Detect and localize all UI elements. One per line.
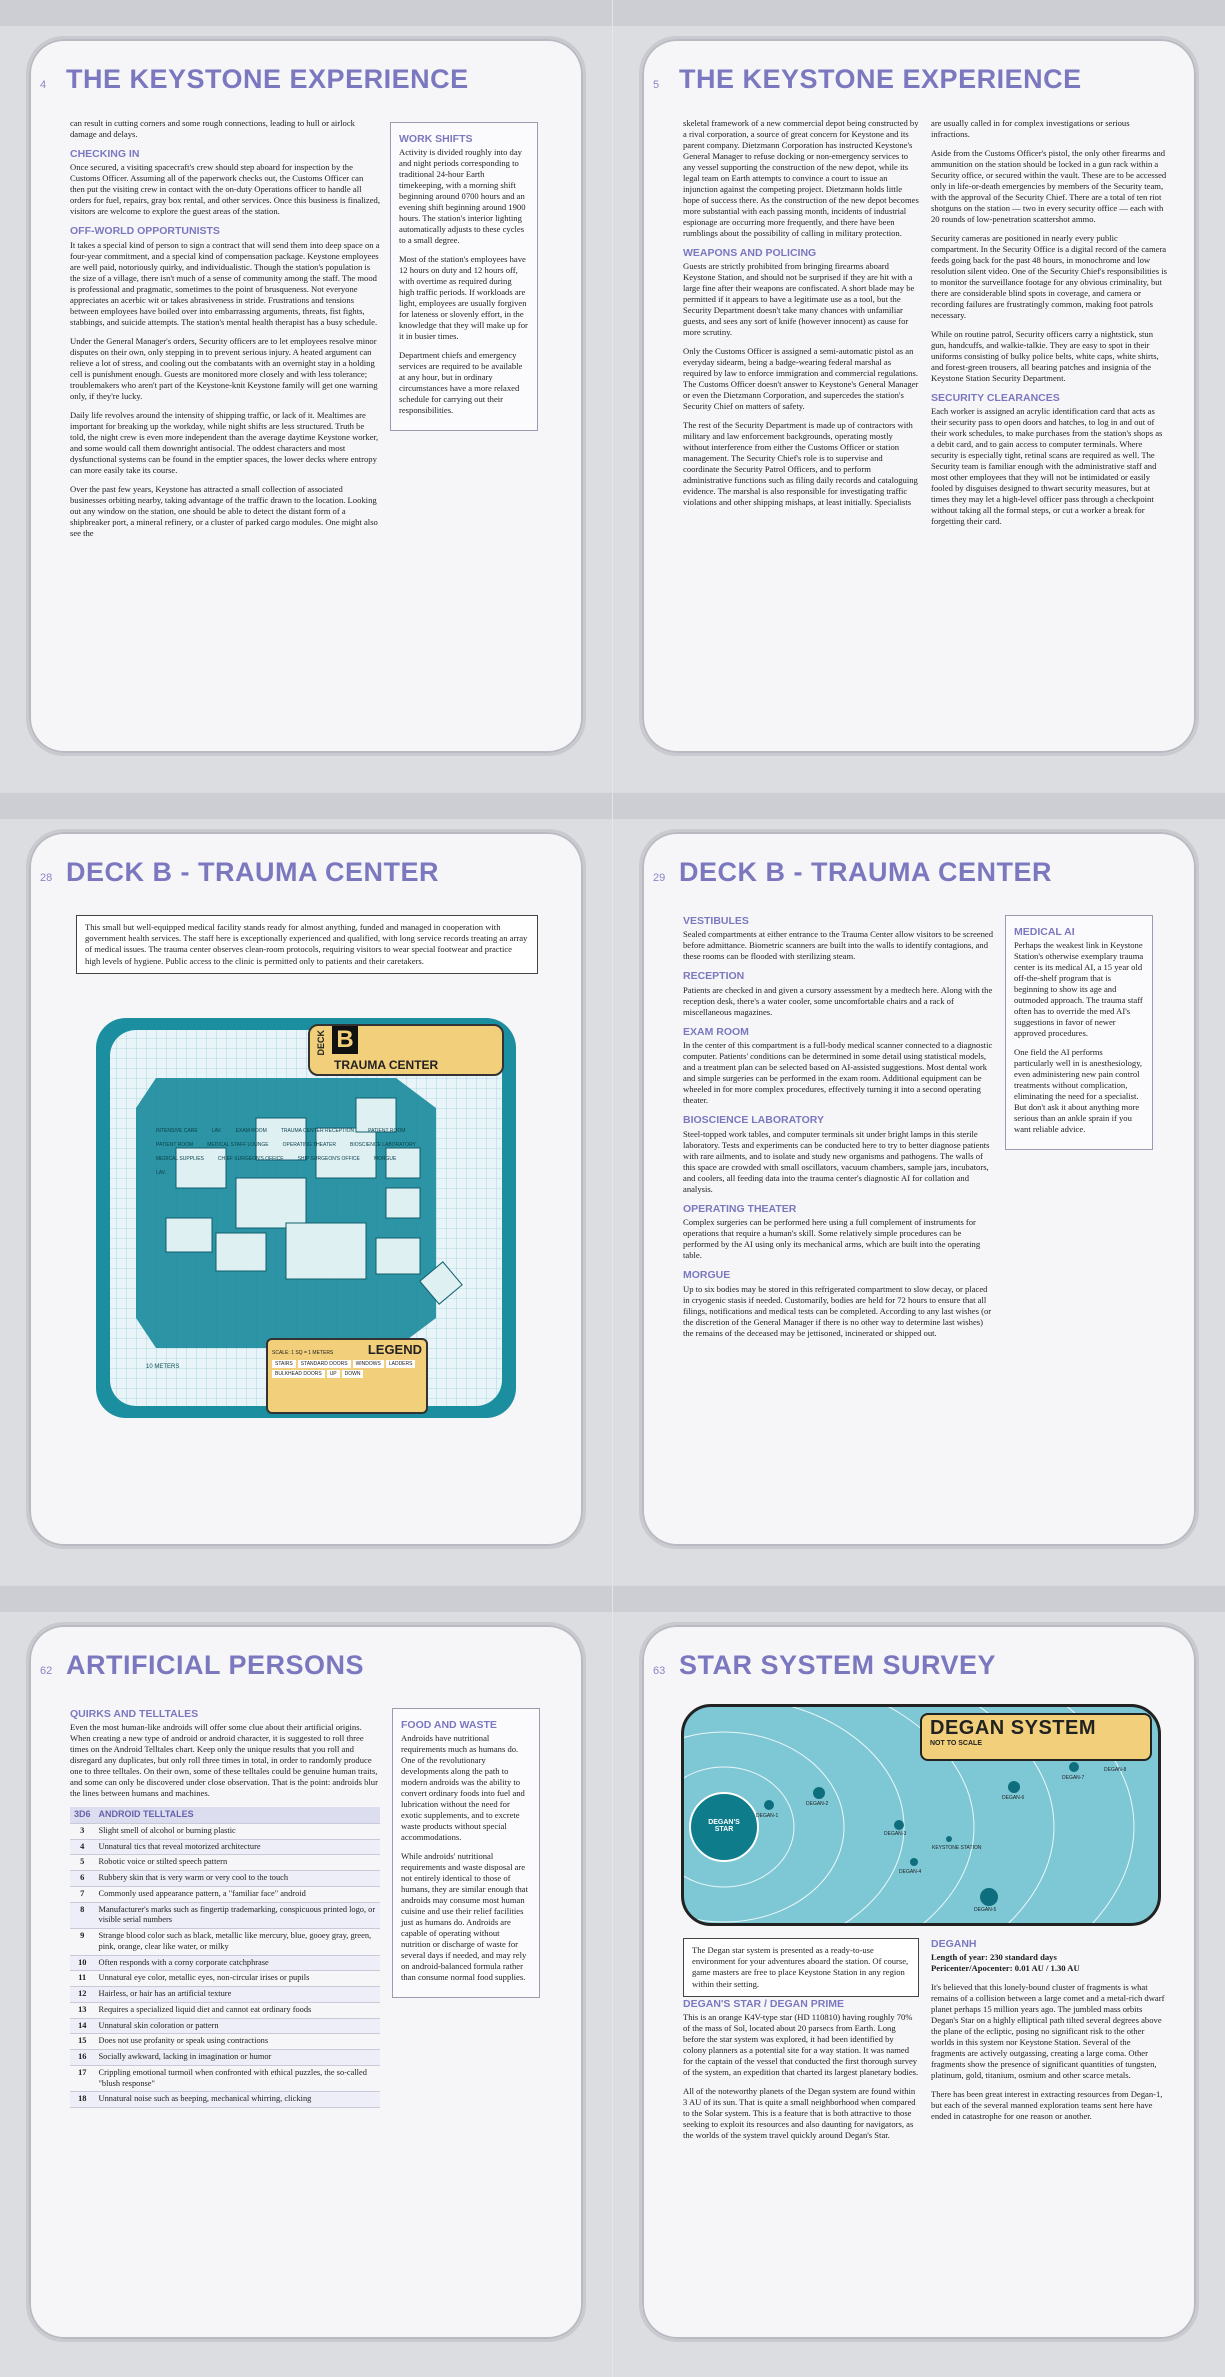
telltale-text: Slight smell of alcohol or burning plastic: [95, 1823, 380, 1839]
page-top-band: [613, 0, 1225, 26]
page-62: [0, 1586, 612, 2377]
main-column-right: [931, 118, 1167, 535]
telltale-text: Socially awkward, lacking in imagination or humor: [95, 2050, 380, 2066]
roll-value: 16: [70, 2050, 95, 2066]
paragraph: can result in cutting corners and some rough connections, leading to hull or airlock damage and delays.: [70, 118, 355, 139]
table-row: [70, 1839, 380, 1855]
roll-value: 9: [70, 1929, 95, 1956]
section-heading: DEGAN'S STAR / DEGAN PRIME: [683, 1998, 844, 2010]
roll-value: 15: [70, 2034, 95, 2050]
room-label: BIOSCIENCE LABORATORY: [349, 1142, 416, 1148]
section-heading: WEAPONS AND POLICING: [683, 247, 817, 259]
intro-box: This small but well-equipped medical facility stands ready for almost anything, funded and managed in cooperation with government health services. The staff here is exceptionally experienced and qualified, with long service records treating an array of medical issues. The trauma center observes clean-room protocols, requiring visitors to wear special footwear and practice high levels of hygiene. Public access to the clinic is permitted only to patients and their caretakers.: [76, 915, 538, 974]
page-title: THE KEYSTONE EXPERIENCE: [66, 64, 469, 94]
trauma-center-map: [96, 1018, 516, 1418]
planet-label: DEGAN-7: [1062, 1775, 1085, 1781]
sidebar-paragraph: Department chiefs and emergency services are required to be available at any hour, but in ordinary circumstances have a more relaxed schedule for carrying out their responsibilities.: [399, 350, 523, 416]
paragraph: While on routine patrol, Security officers carry a nightstick, stun gun, handcuffs, and walkie-talkie. They are easy to spot in their uniforms consisting of bulky police belts, white caps, white shirts, and forest-green trousers, all bearing patches and insignia of the Keystone Station Security Department.: [931, 329, 1159, 383]
main-column-right: [931, 1934, 1167, 2130]
legend-item: BULKHEAD DOORS: [272, 1370, 325, 1378]
sidebar-title: MEDICAL AI: [1014, 926, 1075, 938]
spread-keystone-experience: [0, 0, 1225, 792]
main-column-left: [683, 1994, 919, 2149]
telltale-text: Crippling emotional turmoil when confronted with ethical puzzles, the so-called "blush response": [95, 2065, 380, 2092]
legend-items: [272, 1360, 422, 1378]
sidebar-paragraph: Activity is divided roughly into day and night periods corresponding to traditional 24-hour Earth timekeeping, with a morning shift beginning around 0700 hours and an evening shift beginning around 1900 hours. The station's interior lighting automatically adjusts to these cycles to a small degree.: [399, 147, 526, 246]
page-header: [40, 64, 469, 95]
room-label: CHIEF SURGEON'S OFFICE: [217, 1156, 284, 1162]
deck-label: DECK: [316, 1030, 326, 1056]
legend-item: LADDERS: [386, 1360, 416, 1368]
table-header-title: ANDROID TELLTALES: [95, 1807, 380, 1823]
page-header: [653, 1650, 996, 1681]
page-top-band: [0, 0, 612, 26]
room-label: MEDICAL STAFF LOUNGE: [207, 1142, 269, 1148]
room-label: PATIENT ROOM: [368, 1128, 406, 1134]
main-column-left: [683, 118, 919, 516]
scale-note: SCALE: 1 SQ = 1 METERS: [272, 1350, 334, 1356]
telltale-text: Robotic voice or stilted speech pattern: [95, 1855, 380, 1871]
roll-value: 14: [70, 2018, 95, 2034]
sidebar-title: WORK SHIFTS: [399, 133, 473, 145]
room-label: LAV.: [211, 1128, 222, 1134]
main-column: [70, 1704, 380, 2108]
table-row: [70, 2018, 380, 2034]
paragraph: Daily life revolves around the intensity of shipping traffic, or lack of it. Mealtimes are important for breaking up the workday, while night shifts are less structured. Truth be told, the night crew is even more independent than the average daytime Keystone worker, and some would call them downright antisocial. The oddest characters and most dysfunctional systems can be found in the emptier spaces, the lower decks where entropy can more easily take its course.: [70, 409, 379, 475]
section-heading: SECURITY CLEARANCES: [931, 392, 1060, 404]
paragraph: Each worker is assigned an acrylic identification card that acts as their security pass to open doors and hatches, to log in and out of their work schedules, to make purchases from the station's shops as a debit card, and to gain access to computer terminals. Where security is especially tight, retinal scans are required as well. The Security team is familiar enough with the administrative staff and most other employees that they will not be intimidated or easily fooled by disguises designed to thwart security measures, but at times they may let a high-level officer pass through a checkpoint without taking all the formal steps, or cut a worker a break for forgetting their card.: [931, 406, 1163, 527]
paragraph: It's believed that this lonely-bound cluster of fragments is what remains of a collision between a large comet and a metal-rich dwarf planet perhaps 15 million years ago. The jumbled mass orbits Degan's Star on a highly elliptical path tilted several degrees above the plane of the ecliptic, posing no significant risk to the other worlds in this system nor Keystone Station. Several of the fragments are actively outgassing, creating a large coma. Other fragments show the presence of significant quantities of tungsten, platinum, gold, titanium, osmium and other scarce metals.: [931, 1982, 1165, 2081]
roll-value: 17: [70, 2065, 95, 2092]
room-label: PATIENT ROOM: [156, 1142, 194, 1148]
roll-value: 6: [70, 1871, 95, 1887]
room-label: SHIP SURGEON'S OFFICE: [297, 1156, 360, 1162]
page-number: 5: [653, 79, 660, 91]
spread-trauma-center: [0, 793, 1225, 1585]
section-heading: BIOSCIENCE LABORATORY: [683, 1114, 824, 1127]
page-title: DECK B - TRAUMA CENTER: [66, 857, 439, 887]
degan-system-map: [681, 1704, 1161, 1926]
section-heading: CHECKING IN: [70, 148, 140, 160]
page-header: [40, 857, 439, 888]
table-row: [70, 1987, 380, 2003]
page-29: [613, 793, 1225, 1585]
paragraph: There has been great interest in extracting resources from Degan-1, but each of the several manned exploration teams sent here have ended in catastrophe for one reason or another.: [931, 2089, 1163, 2122]
paragraph: Under the General Manager's orders, Security officers are to let employees resolve minor disputes on their own, only stepping in to prevent serious injury. A heated argument can relieve a lot of stress, and cooling out the combatants with an overnight stay in a holding cell is punishment enough. Guests are monitored more closely and with less tolerance; troublemakers who aren't part of the Keystone-knit Keystone family will get one warning only, if they're lucky.: [70, 335, 378, 401]
paragraph: Complex surgeries can be performed here using a full complement of instruments for operations that require a human's skill. Some relatively simple procedures can be performed by the AI using only its mechanical arms, which are built into the operating table.: [683, 1217, 981, 1261]
table-header-row: [70, 1807, 380, 1823]
legend-item: STAIRS: [272, 1360, 296, 1368]
paragraph: All of the noteworthy planets of the Degan system are found within 3 AU of its sun. That is quite a small neighborhood when compared to the Solar system. This is a feature that is both attractive to those seeking to exploit its resources and also daunting for navigators, as the worlds of the system travel quickly around Degan's Star.: [683, 2086, 916, 2141]
roll-value: 10: [70, 1955, 95, 1971]
page-header: [40, 1650, 364, 1681]
roll-value: 5: [70, 1855, 95, 1871]
sidebar-medical-ai: [1005, 915, 1153, 1150]
map-name: DEGAN SYSTEM: [930, 1717, 1097, 1739]
stat-pericenter: Pericenter/Apocenter: 0.01 AU / 1.30 AU: [931, 1963, 1080, 1974]
roll-value: 3: [70, 1823, 95, 1839]
telltale-text: Commonly used appearance pattern, a "familiar face" android: [95, 1886, 380, 1902]
sidebar-food-waste: [392, 1708, 540, 1998]
sidebar-paragraph: Androids have nutritional requirements much as humans do. One of the revolutionary developments along the path to modern androids was the ability to convert ordinary foods into fuel and lubrication without the need for exotic supplements, and to excrete waste products without special accommodations.: [401, 1733, 525, 1843]
map-subtitle: NOT TO SCALE: [930, 1740, 982, 1747]
room-label: INTENSIVE CARE: [156, 1128, 198, 1134]
telltale-text: Does not use profanity or speak using contractions: [95, 2034, 380, 2050]
table-row: [70, 1886, 380, 1902]
sidebar-paragraph: Most of the station's employees have 12 hours on duty and 12 hours off, with overtime as required during high traffic periods. If workloads are light, employees are usually forgiven for lateness or slovenly effort, in the knowledge that they will make up for it in busier times.: [399, 254, 528, 342]
table-row: [70, 1902, 380, 1929]
map-legend: [266, 1338, 428, 1414]
page-top-band: [613, 793, 1225, 819]
section-heading: OPERATING THEATER: [683, 1202, 797, 1215]
legend-item: STANDARD DOORS: [298, 1360, 351, 1368]
sidebar-work-shifts: [390, 122, 538, 431]
section-heading: DEGANH: [931, 1938, 977, 1950]
main-column: [70, 118, 380, 547]
page-63: [613, 1586, 1225, 2377]
table-header-roll: 3D6: [70, 1807, 95, 1823]
paragraph: Security cameras are positioned in nearly every public compartment. In the Security Office is a digital record of the camera feeds going back for the past 48 hours, in monochrome and low resolution silent video. One of the Security Chief's responsibilities is to monitor the surveillance footage for any obvious criminality, but there are considerable blind spots in coverage, and camera or recording failures are frustratingly common, making foot patrols necessary.: [931, 233, 1167, 320]
paragraph: Sealed compartments at either entrance to the Trauma Center allow visitors to be screened before admittance. Biometric scanners are built into the walls to identify contagions, and these rooms can be flooded with sterilizing steam.: [683, 929, 993, 962]
section-heading: MORGUE: [683, 1269, 731, 1282]
paragraph: It takes a special kind of person to sign a contract that will send them into deep space on a four-year commitment, and a special kind of compensation package. Keystone employees are well paid, notoriously quirky, and individualistic. Though the station's population is the size of a village, there isn't much of a sense of community among the staff. The mood is professional and pragmatic, sometimes to the point of brusqueness. Not everyone appreciates an acerbic wit or takes abrasiveness in stride. Frustrations and tensions between employees have boiled over into embarrassing arguments, threats, fist fights, stabbings, and suicide attempts. The station's mental health therapist has a busy schedule.: [70, 239, 380, 327]
table-row: [70, 1871, 380, 1887]
android-telltales-table: [70, 1807, 380, 2108]
roll-value: 4: [70, 1839, 95, 1855]
table-row: [70, 1929, 380, 1956]
room-labels: [156, 1128, 416, 1176]
page-title: STAR SYSTEM SURVEY: [679, 1650, 997, 1680]
planet-label: DEGAN-8: [1104, 1767, 1127, 1773]
roll-value: 18: [70, 2092, 95, 2108]
page-top-band: [0, 793, 612, 819]
spread-androids-star-system: [0, 1586, 1225, 2377]
roll-value: 13: [70, 2002, 95, 2018]
planet-label: DEGAN-3: [884, 1831, 907, 1837]
section-heading: RECEPTION: [683, 970, 745, 983]
stat-year: Length of year: 230 standard days: [931, 1952, 1057, 1963]
page-header: [653, 64, 1082, 95]
roll-value: 11: [70, 1971, 95, 1987]
sidebar-paragraph: Perhaps the weakest link in Keystone Station's otherwise exemplary trauma center is its medical AI, a 15 year old off-the-shelf program that is beginning to show its age and outmoded approach. The trauma staff often has to override the med AI's suggestions in favor of newer approved procedures.: [1014, 940, 1144, 1039]
page-number: 63: [653, 1665, 666, 1677]
paragraph: Over the past few years, Keystone has attracted a small collection of associated businesses orbiting nearby, taking advantage of the traffic drawn to the location. Looking out any window on the station, one should be able to detect the distant form of a shipbreaker port, a mineral refinery, or a cluster of parked cargo modules. One might also see the: [70, 483, 378, 538]
sidebar-title: FOOD AND WASTE: [401, 1719, 497, 1731]
planet-label: DEGAN-5: [974, 1907, 997, 1913]
room-label: LAV.: [156, 1170, 167, 1176]
map-title-card: [920, 1713, 1152, 1761]
table-row: [70, 1971, 380, 1987]
sidebar-paragraph: While androids' nutritional requirements and waste disposal are not entirely identical to those of humans, they are similar enough that androids may consume most human cuisine and use their relief facilities just as humans do. Androids are capable of operating without nutrition or discharge of waste for several days if needed, and may rely on android-balanced formula rather than consume normal food supplies.: [401, 1851, 528, 1983]
room-label: TRAUMA CENTER RECEPTION: [280, 1128, 355, 1134]
table-row: [70, 2034, 380, 2050]
paragraph: Aside from the Customs Officer's pistol, the only other firearms and ammunition on the station should be locked in a gun rack within a Security office, or secured within the vault. These are to be accessed only in life-or-death emergencies by members of the Security team, with the approval of the Security Chief. There are a total of ten riot shotguns on the station — two in every security office — each with 20 rounds of low-penetration scattershot ammo.: [931, 148, 1167, 224]
table-row: [70, 2002, 380, 2018]
paragraph: Even the most human-like androids will offer some clue about their artificial origins. When creating a new type of android or android character, it is suggested to roll three times on the Android Telltales chart. Keep only the unique results that you roll and disregard any duplicates, but only roll three times in total, in order to randomly produce one to three telltales. On their own, some of these telltales could be genuine human traits, and some can only be discovered under close observation. That is the point: androids blur the lines between humans and machines.: [70, 1722, 378, 1799]
telltale-text: Unnatural tics that reveal motorized architecture: [95, 1839, 380, 1855]
star-label: DEGAN'S STAR: [708, 1819, 740, 1833]
table-row: [70, 2065, 380, 2092]
sidebar-paragraph: One field the AI performs particularly well in is anesthesiology, even administering new pain control treatments without complication, eliminating the need for a specialist. But don't ask it about anything more serious than an ankle sprain if you want reliable advice.: [1014, 1047, 1143, 1135]
planet-label: DEGAN-6: [1002, 1795, 1025, 1801]
planet-label: DEGAN-4: [899, 1869, 922, 1875]
table-row: [70, 2092, 380, 2108]
page-4: [0, 0, 612, 792]
table-row: [70, 2050, 380, 2066]
telltale-text: Unnatural skin coloration or pattern: [95, 2018, 380, 2034]
roll-value: 7: [70, 1886, 95, 1902]
page-title: ARTIFICIAL PERSONS: [66, 1650, 365, 1680]
telltale-text: Requires a specialized liquid diet and cannot eat ordinary foods: [95, 2002, 380, 2018]
page-header: [653, 857, 1052, 888]
paragraph: Only the Customs Officer is assigned a semi-automatic pistol as an everyday sidearm, being a badge-wearing federal marshal as required by law to enforce immigration and commercial regulations. The Customs Officer doesn't answer to Keystone's General Manager or even the Dietzmann Corporation, and supercedes the station's Security Chief on matters of safety.: [683, 346, 919, 412]
map-title-card: [308, 1024, 504, 1076]
section-heading: EXAM ROOM: [683, 1025, 749, 1038]
telltale-text: Rubbery skin that is very warm or very cool to the touch: [95, 1871, 380, 1887]
paragraph: Once secured, a visiting spacecraft's crew should step aboard for inspection by the Customs Officer. Assuming all of the paperwork checks out, the Customs Officer can then put the visiting crew in contact with the on-duty Operations officer to handle all orders for fuel, repairs, gray box rental, and other services. Once this business is finalized, visitors are welcome to explore the guest areas of the station.: [70, 162, 380, 217]
page-5: [613, 0, 1225, 792]
paragraph: Steel-topped work tables, and computer terminals sit under bright lamps in this sterile laboratory. Tests and experiments can be conducted here to try to better diagnose patients with rare ailments, and to isolate and study new organisms and pathogens. The walls of this space are crowded with small oscillators, vacuum chambers, sample jars, incubators, and coolers, all feeding data into the trauma center's diagnostic AI for collation and analysis.: [683, 1128, 990, 1194]
station-label: KEYSTONE STATION: [932, 1845, 982, 1851]
telltale-text: Unnatural eye color, metallic eyes, non-circular irises or pupils: [95, 1971, 380, 1987]
paragraph: Up to six bodies may be stored in this refrigerated compartment to slow decay, or placed in cryogenic stasis if needed. Customarily, bodies are held for 72 hours to ensure that all filings, notifications and medical tests can be completed. According to any last wishes (or the discretion of the General Manager if there is no other way to determine last wishes) the remains of the deceased may be jettisoned, incinerated or shipped out.: [683, 1283, 992, 1338]
section-heading: VESTIBULES: [683, 915, 749, 927]
table-row: [70, 1823, 380, 1839]
page-top-band: [613, 1586, 1225, 1612]
page-number: 28: [40, 872, 53, 884]
room-label: EXAM ROOM: [235, 1128, 267, 1134]
legend-title: LEGEND: [367, 1342, 422, 1357]
table-row: [70, 1955, 380, 1971]
paragraph: are usually called in for complex investigations or serious infractions.: [931, 118, 1130, 139]
planet-label: DEGAN-2: [806, 1801, 829, 1807]
map-name: TRAUMA CENTER: [334, 1058, 439, 1072]
legend-item: WINDOWS: [353, 1360, 384, 1368]
paragraph: skeletal framework of a new commercial depot being constructed by a rival corporation, a source of great concern for Keystone and its parent company. Dietzmann Corporation has instructed Keystone's General Manager to refuse docking or non-emergency services to any vessel supporting the construction of the new depot, while its legal team on Earth attempts to convince a court to issue an injunction against the competing project. Dietzmann holds little hope of success there. As the construction of the new depot becomes more substantial with each passing month, incidents of industrial espionage are occurring more frequently, and there have been rumblings about the possibility of calling in military protection.: [683, 118, 919, 238]
page-28: [0, 793, 612, 1585]
telltale-text: Hairless, or hair has an artificial texture: [95, 1987, 380, 2003]
roll-value: 8: [70, 1902, 95, 1929]
section-heading: OFF-WORLD OPPORTUNISTS: [70, 225, 220, 238]
table-row: [70, 1855, 380, 1871]
telltale-text: Manufacturer's marks such as fingertip trademarking, conspicuous printed logo, or visible serial numbers: [95, 1902, 380, 1929]
paragraph: Guests are strictly prohibited from bringing firearms aboard Keystone Station, and should not be surprised if they are hit with a large fine after their weapons are confiscated. A short blade may be permitted if it appears to have a legitimate use as a tool, but the Security Department doesn't take many chances with unfamiliar guests, and sees any sort of knife (however innocent) as cause for more scrutiny.: [683, 261, 915, 338]
deck-letter: B: [332, 1026, 358, 1054]
page-number: 62: [40, 1665, 53, 1677]
page-title: DECK B - TRAUMA CENTER: [679, 857, 1052, 887]
page-number: 4: [40, 79, 47, 91]
telltale-text: Unnatural noise such as beeping, mechanical whirring, clicking: [95, 2092, 380, 2108]
section-heading: QUIRKS AND TELLTALES: [70, 1708, 199, 1720]
planet-label: DEGAN-1: [756, 1813, 779, 1819]
intro-box: The Degan star system is presented as a ready-to-use environment for your adventures aboard the station. Of course, game masters are free to place Keystone Station in any region within their setting.: [683, 1938, 919, 1997]
telltale-text: Strange blood color such as black, metallic like mercury, blue, gooey gray, green, pink, orange, clear like water, or milky: [95, 1929, 380, 1956]
page-number: 29: [653, 872, 666, 884]
room-label: OPERATING THEATER: [282, 1142, 336, 1148]
paragraph: This is an orange K4V-type star (HD 110810) having roughly 70% of the mass of Sol, located about 20 parsecs from Earth. Long before the star system was explored, it had been identified by colony planners as a potential site for a way station. It was named for the captain of the vessel that conducted the first thorough survey of the system, an expedition that charted its largest planetary bodies.: [683, 2012, 919, 2078]
paragraph: In the center of this compartment is a full-body medical scanner connected to a diagnostic computer. Patients' conditions can be determined in some detail using statistical models, and a treatment plan can be selected based on AI-assisted suggestions. Most dental work and simple surgeries can be performed in the exam room. Additional equipment can be wheeled in for more complex procedures, effectively turning it into a second operating theater.: [683, 1040, 993, 1106]
page-top-band: [0, 1586, 612, 1612]
main-column: [683, 911, 993, 1347]
roll-value: 12: [70, 1987, 95, 2003]
legend-item: DOWN: [342, 1370, 364, 1378]
room-label: MORGUE: [373, 1156, 397, 1162]
legend-item: UP: [327, 1370, 340, 1378]
paragraph: Patients are checked in and given a cursory assessment by a medtech here. Along with the reception desk, there's a water cooler, some uncomfortable chairs and a rack of miscellaneous magazines.: [683, 984, 993, 1017]
paragraph: The rest of the Security Department is made up of contractors with military and law enforcement backgrounds, operating mostly without interference from either the Customs Officer or station management. The Security Chief's role is to supervise and coordinate the Security Patrol Officers, and to perform administrative functions such as filing daily records and cataloguing evidence. The marshal is also responsible for investigating traffic violations and other shipping mishaps, at least initially. Specialists: [683, 420, 918, 508]
telltale-text: Often responds with a corny corporate catchphrase: [95, 1955, 380, 1971]
scale-bar-label: 10 METERS: [146, 1364, 180, 1370]
room-label: MEDICAL SUPPLIES: [156, 1156, 204, 1162]
page-title: THE KEYSTONE EXPERIENCE: [679, 64, 1082, 94]
